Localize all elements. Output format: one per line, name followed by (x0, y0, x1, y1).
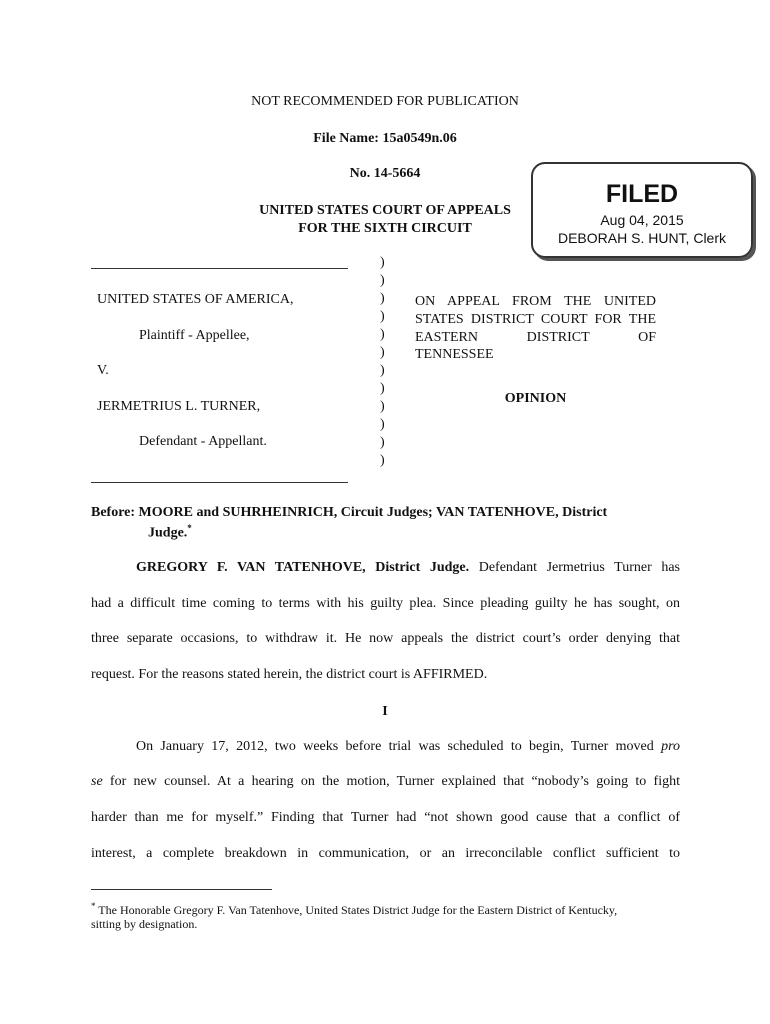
opinion-p1-line1-text: Defendant Jermetrius Turner has (469, 560, 680, 575)
court-name-line1: UNITED STATES COURT OF APPEALS (259, 203, 511, 218)
filed-stamp-clerk: DEBORAH S. HUNT, Clerk (557, 230, 727, 246)
footnote-line2: sitting by designation. (91, 917, 198, 931)
defendant-name: JERMETRIUS L. TURNER, (97, 399, 261, 414)
footnote-ref: * (187, 523, 192, 533)
file-name: File Name: 15a0549n.06 (313, 131, 457, 146)
opinion-p2-line4: interest, a complete breakdown in communication, or an irreconcilable conflict sufficient to (91, 846, 680, 861)
before-panel-judge: Judge. (148, 525, 188, 541)
appeal-origin-last: TENNESSEE (415, 347, 494, 362)
opinion-p1-line3: three separate occasions, to withdraw it. He now appeals the district court’s order denying that (91, 631, 680, 646)
opinion-p1-line1 (91, 560, 680, 576)
court-name-line2: FOR THE SIXTH CIRCUIT (298, 221, 472, 236)
before-panel-line1: Before: MOORE and SUHRHEINRICH, Circuit Judges; VAN TATENHOVE, District (91, 505, 608, 520)
opinion-p2-line3: harder than me for myself.” Finding that Turner had “not shown good cause that a conflict of (91, 810, 680, 825)
section-heading: I (382, 704, 388, 719)
caption-rule-top (91, 268, 348, 269)
footnote-text: The Honorable Gregory F. Van Tatenhove, United States District Judge for the Eastern District of Kentucky, (95, 903, 618, 917)
opinion-p2-line1 (91, 739, 680, 755)
defendant-role: Defendant - Appellant. (139, 434, 267, 449)
appeal-origin: ON APPEAL FROM THE UNITED STATES DISTRICT COURT FOR THE EASTERN DISTRICT OF (415, 294, 656, 345)
opinion-p2-italic-pro: pro (661, 739, 680, 754)
filed-stamp-date: Aug 04, 2015 (600, 212, 684, 228)
filed-stamp (531, 162, 753, 258)
opinion-p1-line2: had a difficult time coming to terms with his guilty plea. Since pleading guilty he has sought, on (91, 596, 680, 611)
opinion-p2-line1-text: On January 17, 2012, two weeks before trial was scheduled to begin, Turner moved (136, 739, 662, 754)
footnote-rule (91, 889, 272, 890)
footnote-mark: * (91, 901, 96, 911)
caption-rule-bottom (91, 482, 348, 483)
case-number: No. 14-5664 (349, 166, 421, 181)
footnote-line1 (91, 901, 617, 918)
filed-stamp-title: FILED (605, 180, 679, 208)
opinion-p1-line4: request. For the reasons stated herein, the district court is AFFIRMED. (91, 667, 488, 682)
publication-note: NOT RECOMMENDED FOR PUBLICATION (251, 94, 519, 109)
caption-parentheses: ) ) ) ) ) ) ) ) ) ) ) ) (380, 255, 385, 468)
opinion-author: GREGORY F. VAN TATENHOVE, District Judge. (136, 560, 470, 575)
before-panel-line2 (148, 523, 192, 542)
plaintiff-name: UNITED STATES OF AMERICA, (97, 292, 294, 307)
opinion-p2-italic-se: se (91, 774, 103, 789)
opinion-label: OPINION (504, 391, 567, 406)
plaintiff-role: Plaintiff - Appellee, (139, 328, 250, 343)
opinion-p2-line2 (91, 774, 680, 790)
versus: V. (97, 363, 109, 378)
opinion-p2-line2-text: for new counsel. At a hearing on the motion, Turner explained that “nobody’s going to fight (102, 774, 680, 789)
